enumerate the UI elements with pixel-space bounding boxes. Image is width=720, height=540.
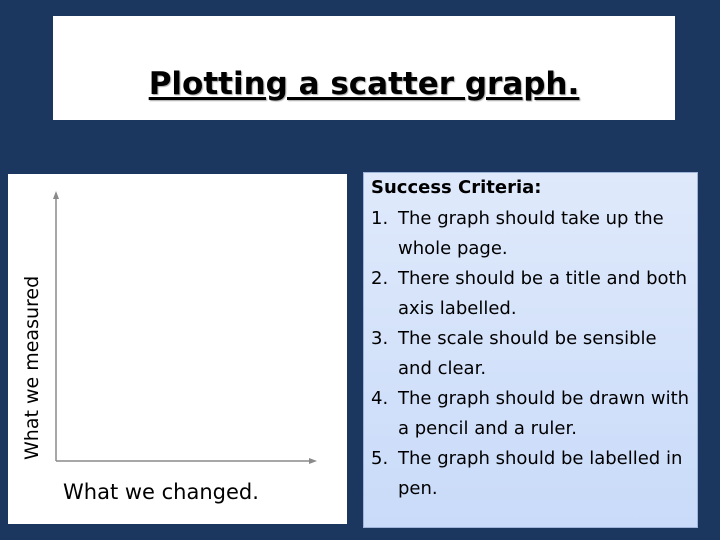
criteria-number: 3. [371,328,389,349]
criteria-item [371,324,693,384]
criteria-text: The graph should take up the whole page. [398,208,664,259]
criteria-number: 4. [371,388,389,409]
criteria-item [371,204,693,264]
criteria-text: There should be a title and both axis labelled. [398,268,688,319]
criteria-number: 5. [371,448,389,469]
criteria-number: 1. [371,208,389,229]
criteria-text: The graph should be drawn with a pencil and a ruler. [398,388,690,439]
criteria-item [371,444,693,504]
y-axis-label: What we measured [21,275,43,460]
x-axis-arrow [309,458,317,464]
y-axis-arrow [53,191,59,199]
title-box [53,16,675,120]
criteria-list [371,204,693,504]
criteria-text: The graph should be labelled in pen. [398,448,683,499]
criteria-heading: Success Criteria: [371,177,542,198]
x-axis-label: What we changed. [63,480,259,504]
graph-axes [40,185,330,470]
criteria-text: The scale should be sensible and clear. [398,328,657,379]
slide-title: Plotting a scatter graph. [148,66,580,102]
criteria-item [371,264,693,324]
criteria-item [371,384,693,444]
criteria-number: 2. [371,268,389,289]
